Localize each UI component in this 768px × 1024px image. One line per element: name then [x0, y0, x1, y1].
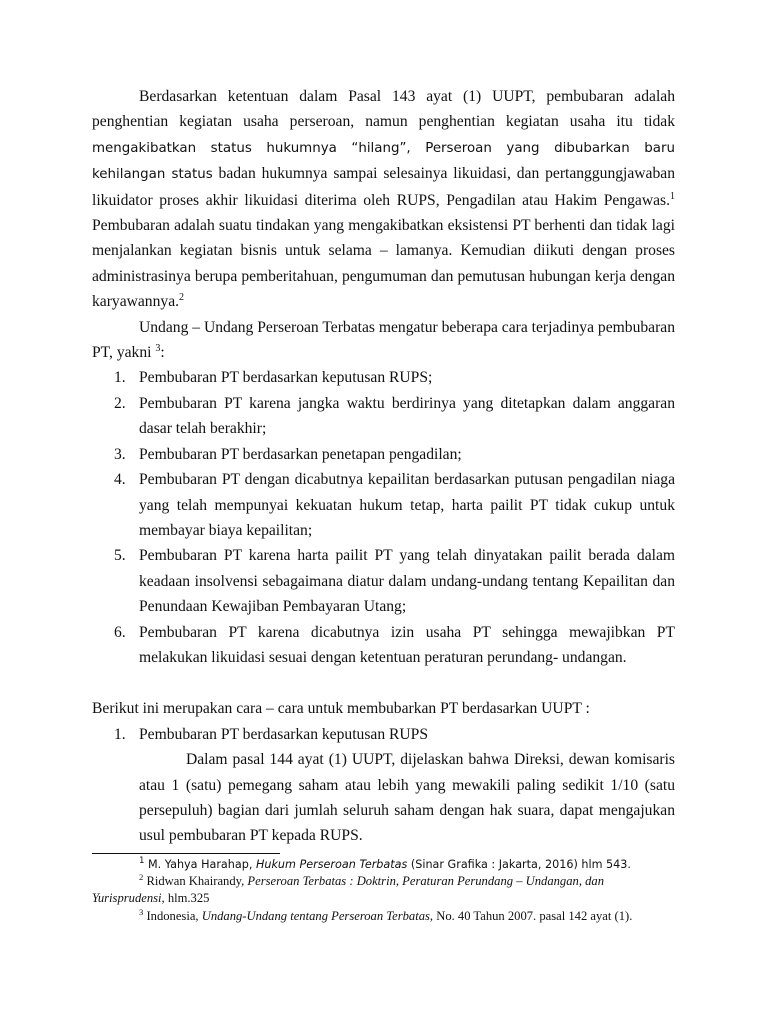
- list-item: 3. Pembubaran PT berdasarkan penetapan pengadilan;: [114, 445, 462, 463]
- footnote-3: $^3$ Indonesia, Undang-Undang tentang Perseroan Terbatas, No. 40 Tahun 2007. pasal 142 ayat (1).: [139, 906, 633, 923]
- spacer: [92, 670, 675, 696]
- list-item: 1. Pembubaran PT berdasarkan keputusan RUPS;: [114, 369, 433, 387]
- footnote-1: $^1$ M. Yahya Harahap, Hukum Perseroan Terbatas (Sinar Grafika : Jakarta, 2016) hlm 543.: [139, 856, 631, 871]
- footnote-separator: [92, 853, 280, 854]
- paragraph-uupt-intro: Undang – Undang Perseroan Terbatas mengatur beberapa cara terjadinya pembubaran PT, yakni $^3$:: [92, 318, 675, 362]
- list-cara-membubarkan: [92, 722, 675, 849]
- list-cara-pembubaran: [92, 365, 675, 670]
- footnotes: [92, 856, 675, 925]
- list-item: 6. Pembubaran PT karena dicabutnya izin usaha PT sehingga mewajibkan PT melakukan likuidasi sesuai dengan ketentuan peraturan perundang- undangan.: [114, 623, 675, 666]
- footnote-ref-3: 3: [155, 343, 161, 355]
- list-item: 1. Pembubaran PT berdasarkan keputusan RUPS: [114, 725, 429, 743]
- paragraph-cara-membubarkan: Berikut ini merupakan cara – cara untuk membubarkan PT berdasarkan UUPT :: [92, 700, 590, 718]
- document-body: [92, 84, 675, 849]
- list-item: 2. Pembubaran PT karena jangka waktu berdirinya yang ditetapkan dalam anggaran dasar telah berakhir;: [114, 394, 675, 438]
- subparagraph-pasal-144: Dalam pasal 144 ayat (1) UUPT, dijelaskan bahwa Direksi, dewan komisaris atau 1 (satu) pemegang saham atau lebih yang mewakili paling sedikit 1/10 (satu persepuluh) bagian dari jumlah seluruh saham dengan hak suara, dapat mengajukan usul pembubaran PT kepada RUPS.: [139, 751, 675, 845]
- sans-serif-run: mengakibatkan status hukumnya “hilang”, Perseroan yang dibubarkan baru kehilangan status: [92, 140, 675, 183]
- paragraph-pembubaran-definition: Berdasarkan ketentuan dalam Pasal 143 ayat (1) UUPT, pembubaran adalah penghentian kegiatan usaha perseroan, namun penghentian kegiatan usaha itu tidak mengakibatkan status hukumnya “hilang”, Perseroan yang dibubarkan baru kehilangan status badan hukumnya sampai selesainya likuidasi, dan pertanggungjawaban likuidator proses akhir likuidasi diterima oleh RUPS, Pengadilan atau Hakim Pengawas.$^1$ Pembubaran adalah suatu tindakan yang mengakibatkan eksistensi PT berhenti dan tidak lagi menjalankan kegiatan bisnis untuk selama – lamanya. Kemudian diikuti dengan proses administrasinya berupa pemberitahuan, pengumuman dan pemutusan hubungan kerja dengan karyawannya.$^2$: [92, 88, 675, 311]
- footnote-ref-1: 1: [670, 190, 675, 202]
- list-item: 5. Pembubaran PT karena harta pailit PT yang telah dinyatakan pailit berada dalam keadaan insolvensi sebagaimana diatur dalam undang-undang tentang Kepailitan dan Penundaan Kewajiban Pembayaran Utang;: [114, 547, 675, 616]
- list-item: 4. Pembubaran PT dengan dicabutnya kepailitan berdasarkan putusan pengadilan niaga yang telah mempunyai kekuatan hukum tetap, harta pailit PT tidak cukup untuk membayar biaya kepailitan;: [114, 471, 675, 539]
- footnote-ref-2: 2: [179, 292, 185, 304]
- footnote-2: $^2$ Ridwan Khairandy, Perseroan Terbatas : Doktrin, Peraturan Perundang – Undangan, dan Yurisprudensi, hlm.325: [92, 872, 605, 906]
